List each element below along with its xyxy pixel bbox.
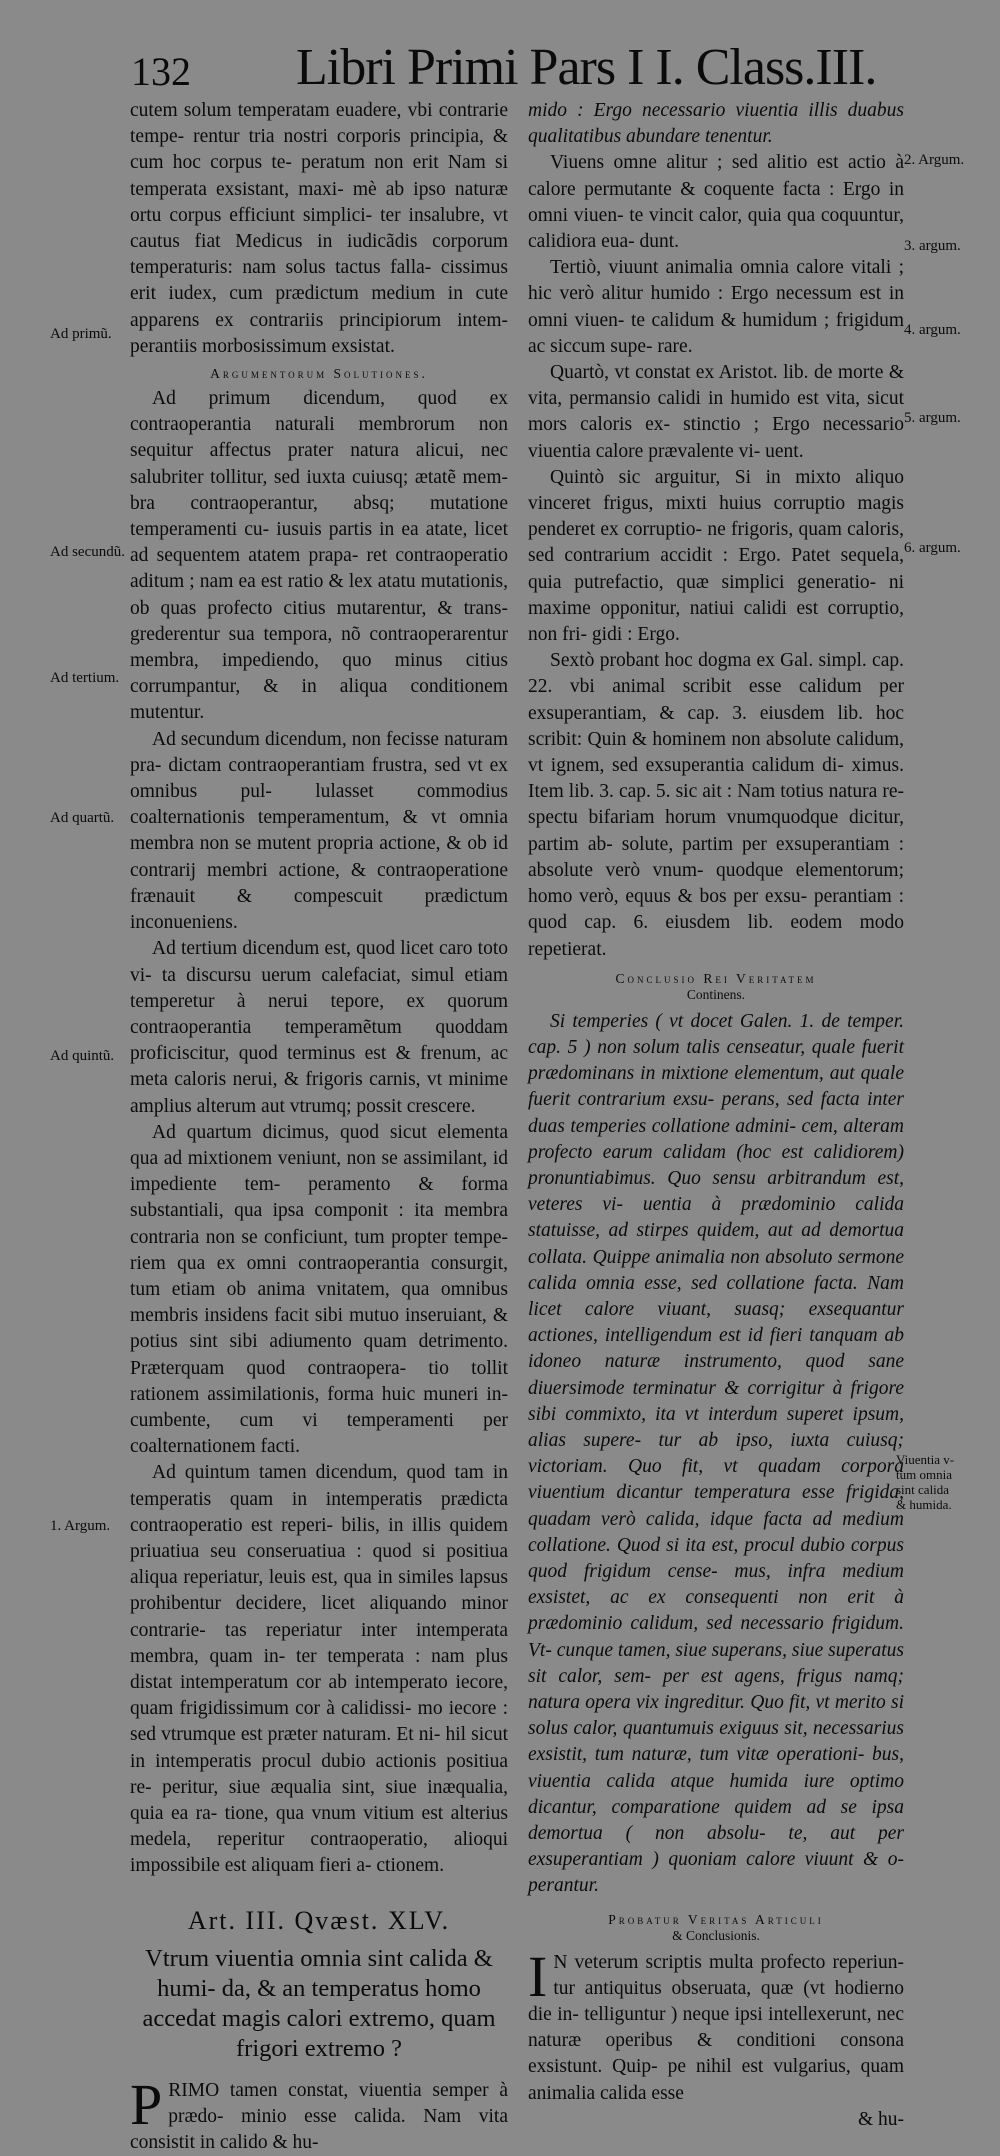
intro-paragraph: cutem solum temperatam euadere, vbi contrarie tempe- rentur tria nostri corporis principia, & cum hoc corpus te- peratum non erit Nam si temperata exsistant, maxi- mè ab ipso naturæ ortu corpus efficiunt simplici- ter insalubre, vt cautus fiat Medicus in iudicãdis corporum temperaturis: nam solus tactus falla- cissimus erit iudex, cum prædictum medium in cute apparens ex contrariis principiorum intem- perantiis morbosissimum exsistat. bbox=[130, 100, 508, 357]
article-title: Art. III. Qvæst. XLV. bbox=[187, 1905, 451, 1935]
running-head: Libri Primi Pars I I. Class.III. bbox=[296, 39, 877, 96]
solution-2: Ad secundum dicendum, non fecisse naturam pra- dictam contraoperantiam frustra, sed vt ex omnibus pul- lulasset commodius coalternationis temperamentum, & vt omnia membra non se mutent propria actione, & ob id contrarij membri actione, & contraoperatione frænauit & compescuit prædictum inconueniens. bbox=[130, 728, 508, 934]
probatur-subheading: & Conclusionis. bbox=[672, 1927, 760, 1943]
drop-cap-i: I bbox=[528, 1943, 548, 2009]
margin-ad-quintum: Ad quintũ. bbox=[50, 1048, 115, 1064]
probatur-paragraph bbox=[528, 1943, 904, 2107]
drop-cap: P bbox=[130, 2071, 163, 2137]
margin-arg-1: 1. Argum. bbox=[50, 1518, 111, 1534]
argument-1 bbox=[130, 2071, 508, 2156]
right-paragraph-6: Sextò probant hoc dogma ex Gal. simpl. cap. 22. vbi animal scribit esse calidum per exsuperantiam, & cap. 3. eiusdem lib. hoc scribit: Quin & hominem non absolute calidum, vt ignem, sed exsuperantia calidum di- ximus. Item lib. 3. cap. 5. sic ait : Nam totius natura re- spectu bifariam horum vnumquodque dicitur, partim ab- solute, partim per exsuperantiam : absolute verò vnum- quodque elementorum; homo verò, equus & bos per exsu- perantiam : quod cap. 6. eiusdem lib. eodem modo repetierat. bbox=[528, 650, 904, 960]
right-paragraph-1: mido : Ergo necessario viuentia illis duabus qualitatibus abundare tenentur. bbox=[528, 100, 904, 148]
right-paragraph-4: Quartò, vt constat ex Aristot. lib. de morte & vita, permansio calidi in humido est vita, sicut mors caloris ex- stinctio ; Ergo necessario viuentia calore prævalente vi- uent. bbox=[528, 362, 904, 462]
page-header bbox=[0, 38, 1000, 98]
margin-ad-quartum: Ad quartũ. bbox=[50, 810, 115, 826]
probatur-heading: Probatur Veritas Articuli bbox=[608, 1911, 824, 1927]
margin-ad-primum: Ad primũ. bbox=[50, 326, 112, 342]
solution-3: Ad tertium dicendum est, quod licet caro toto vi- ta discursu uerum calefaciat, simul etiam temperetur à nerui tepore, ex quorum contraoperantia temperamẽtum quoddam proficiscitur, quod terminus est & frenum, ac meta caloris nerui, & frigoris carnis, vt minime amplius alterum aut vtrumq; possit crescere. bbox=[130, 938, 508, 1117]
right-paragraph-2: Viuens omne alitur ; sed alitio est actio à calore permutante & coquente facta : Ergo in omni viuen- te vincit calor, quia qua coquuntur, calidiora eua- dunt. bbox=[528, 152, 904, 253]
margin-ad-tertium: Ad tertium. bbox=[50, 670, 120, 686]
right-column bbox=[528, 98, 904, 2133]
margin-arg-4: 4. argum. bbox=[904, 322, 961, 338]
margin-arg-5: 5. argum. bbox=[904, 410, 961, 426]
argument-1-text: RIMO tamen constat, viuentia semper à prædo- minio esse calida. Nam vita consistit in calido & hu- bbox=[130, 2079, 508, 2154]
solutions-heading: Argumentorum Solutiones. bbox=[210, 366, 428, 382]
conclusio-subheading: Continens. bbox=[686, 986, 746, 1002]
question-title: Vtrum viuentia omnia sint calida & humi- da, & an temperatus homo accedat magis calori extremo, quam frigori extremo ? bbox=[142, 1944, 496, 2062]
solution-1: Ad primum dicendum, quod ex contraoperantia naturali membrorum non sequitur affectus prater natura alicui, nec salubriter tollitur, sed iuxta cuiusq; ætatẽ mem- bra contraoperantur, absq; mutatione temperamenti cu- iusuis partis in ea atate, licet ad sequentem atatem prapa- ret contraoperatio aditum ; nam ea est ratio & lex atatu mutationis, ob quas profecto citius mutarentur, & trans- grederentur sua tempora, nõ contraoperarentur membra, impediendo, quo minus citius corrumpantur, & in aliqua conditionem mutentur. bbox=[130, 388, 508, 724]
margin-ad-secundum: Ad secundũ. bbox=[50, 544, 125, 560]
conclusio-heading: Conclusio Rei Veritatem bbox=[615, 970, 817, 986]
solution-4: Ad quartum dicimus, quod sicut elementa qua ad mixtionem veniunt, non se assimilant, id impediente tem- peramento & forma substantiali, qua ipsa componit : ita membra contraria non se conficiunt, tum propter tempe- riem qua ex omni contraoperantia consurgit, tum etiam ob anima vnitatem, qua omnibus membris insidens facit sibi mutuo inseruiant, & potius sint sibi adiumento quam detrimento. Præterquam quod contraopera- tio tollit rationem assimilationis, forma huic muneri in- cumbente, cum vi temperamenti per coalternationem facti. bbox=[130, 1121, 508, 1458]
probatur-text: N veterum scriptis multa profecto reperiun- tur antiquitus obseruata, quæ (vt hodierno die in- telliguntur ) neque ipsi intellexerunt, nec naturæ operibus & conditioni consona exsistunt. Quip- pe nihil est vulgarius, quam animalia calida esse bbox=[528, 1951, 904, 2104]
solution-5: Ad quintum tamen dicendum, quod tam in temperatis quam in intemperatis prædicta contraoperatio est reperi- bilis, in illis quidem priuatiua seu conseruatiua : quod si positiua aliqua reperiatur, leuis est, qua in similes lapsus prohibentur decidere, licet aliquando minor contrarie- tas reperiatur inter intemperata membra, quam in- ter temperata : nam plus distat intemperatum cor ab intemperato iecore, quam frigidissimum cor à calidissi- mo iecore : sed vtrumque est præter naturam. Et ni- hil sicut in intemperatis procul dubio actionis positiua re- peritur, siue æqualia sint, siue inæqualia, quia ea ra- tione, qua vnum vitium est alterius medela, reperitur contraoperatio, alioqui impossibile est aliquam fieri a- ctionem. bbox=[130, 1462, 508, 1877]
catchword: & hu- bbox=[857, 2108, 904, 2130]
page-number: 132 bbox=[131, 49, 191, 94]
margin-arg-2: 2. Argum. bbox=[904, 152, 965, 168]
right-paragraph-5: Quintò sic arguitur, Si in mixto aliquo vinceret frigus, mixti huius corruptio magis penderet ex corruptio- ne frigoris, quam caloris, sed contrarium accidit : Ergo. Patet sequela, quia putrefactio, quæ simplici generatio- ni maxime opponitur, natiui calidi est corruptio, non fri- gidi : Ergo. bbox=[528, 466, 904, 646]
margin-arg-3: 3. argum. bbox=[904, 238, 961, 254]
left-column bbox=[130, 98, 508, 2156]
margin-arg-6: 6. argum. bbox=[904, 540, 961, 556]
conclusio-paragraph: Si temperies ( vt docet Galen. 1. de temper. cap. 5 ) non solum talis censeatur, quale fuerit prædominans in mixtione elementum, aut quale fuerit contrarium exsu- perans, sed facta inter duas temperies collatione admini- cem, alteram profecto earum calidam (hoc est calidiorem) pronuntiabimus. Quo sensu arbitrandum est, veteres vi- uentia à prædominio calida statuisse, ad stirpes quidem, aut ad demortua collata. Quippe animalia non absoluto sermone calida omnia esse, sed collatione facta. Nam licet calore viuant, suasq; exsequantur actiones, intelligendum est id fieri tanquam ab idoneo naturæ instrumento, quod sane diuersimode terminatur & corrigitur à frigore sibi commixto, ita vt interdum superet ipsum, alias supere- tur ab ipso, iuxta cuiusq; victoriam. Quo fit, vt quadam corpora viuentium dicantur temperatura esse frigida, quadam verò calida, idque facta ad medium collatione. Quod si ita est, procul dubio corpus quod frigidum cense- mus, infra medium exsistet, ac ex consequenti non erit à prædominio calidum, sed necessario frigidum. Vt- cunque tamen, siue superans, siue superatus sit calor, sem- per est agens, frigus namq; natura opera vix ingreditur. Quo fit, vt merito si solus calor, quantumuis exiguus sit, necessarius exsistit, tum naturæ, tum vitæ operationi- bus, viuentia calida atque humida iure optimo dicantur, comparatione quidem ad se ipsa demortua ( non absolu- te, aut per exsuperantiam ) quoniam calore viuunt & o- perantur. bbox=[528, 1010, 904, 1897]
margin-viuentia-note: Viuentia v- tum omnia sint calida & humida. bbox=[896, 1452, 955, 1512]
right-paragraph-3: Tertiò, viuunt animalia omnia calore vitali ; hic verò alitur humido : Ergo necessum est in omni viuen- te calidum & humidum ; frigidum ac siccum supe- rare. bbox=[528, 257, 904, 357]
